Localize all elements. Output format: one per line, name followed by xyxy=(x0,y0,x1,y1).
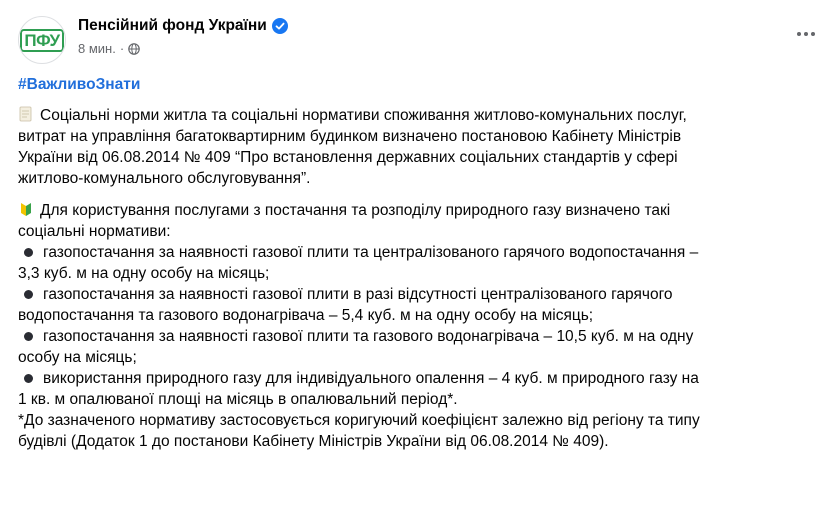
list-item xyxy=(18,284,818,305)
list-item-text: газопостачання за наявності газової плити в разі відсутності централізованого гарячого xyxy=(43,286,673,303)
verified-badge-icon xyxy=(272,18,288,34)
globe-icon[interactable] xyxy=(128,43,140,55)
post-meta xyxy=(78,41,140,56)
list-item-continuation: водопостачання та газового водонагрівача – 5,4 куб. м на одну особу на місяць; xyxy=(18,307,594,324)
paragraph-norms xyxy=(18,105,818,189)
meta-separator: · xyxy=(119,41,125,56)
list-item-continuation: особу на місяць; xyxy=(18,349,137,366)
text-line xyxy=(18,105,818,126)
post-body xyxy=(18,74,818,463)
paragraph1-line: Соціальні норми житла та соціальні нормативи споживання житлово-комунальних послуг, xyxy=(40,107,687,124)
list-item xyxy=(18,368,818,389)
page-avatar[interactable] xyxy=(18,16,66,64)
black-circle-bullet-icon xyxy=(24,248,33,257)
list-item xyxy=(18,242,818,263)
paragraph1-line: України від 06.08.2014 № 409 “Про встановлення державних соціальних стандартів у сфері xyxy=(18,149,678,166)
black-circle-bullet-icon xyxy=(24,374,33,383)
paragraph-gas-norms xyxy=(18,200,818,452)
text-line xyxy=(18,200,818,221)
black-circle-bullet-icon xyxy=(24,290,33,299)
black-circle-bullet-icon xyxy=(24,332,33,341)
list-item-text: використання природного газу для індивідуального опалення – 4 куб. м природного газу на xyxy=(43,370,699,387)
intro-line: соціальні нормативи: xyxy=(18,223,171,240)
beginner-symbol-icon xyxy=(18,201,34,217)
more-options-icon[interactable] xyxy=(794,22,818,46)
list-item-text: газопостачання за наявності газової плити та газового водонагрівача – 10,5 куб. м на одну xyxy=(43,328,694,345)
paragraph1-line: витрат на управління багатоквартирним будинком визначено постановою Кабінету Міністрів xyxy=(18,128,682,145)
intro-line: Для користування послугами з постачання та розподілу природного газу визначено такі xyxy=(40,202,671,219)
page-name-link[interactable]: Пенсійний фонд України xyxy=(78,17,267,34)
footnote-line: будівлі (Додаток 1 до постанови Кабінету Міністрів України від 06.08.2014 № 409). xyxy=(18,433,609,450)
list-item-text: газопостачання за наявності газової плити та централізованого гарячого водопостачання – xyxy=(43,244,699,261)
footnote-line: *До зазначеного нормативу застосовується коригуючий коефіцієнт залежно від регіону та типу xyxy=(18,412,700,429)
hashtag-link[interactable]: #ВажливоЗнати xyxy=(18,76,141,93)
pfu-logo: ПФУ xyxy=(20,29,63,52)
post-timestamp[interactable]: 8 мин. xyxy=(78,41,116,56)
paragraph1-line: житлово-комунального обслуговування”. xyxy=(18,170,311,187)
list-item-continuation: 1 кв. м опалюваної площі на місяць в опалювальний період*. xyxy=(18,391,458,408)
page-name-row xyxy=(78,17,288,35)
list-item-continuation: 3,3 куб. м на одну особу на місяць; xyxy=(18,265,270,282)
list-item xyxy=(18,326,818,347)
memo-icon xyxy=(18,106,34,122)
